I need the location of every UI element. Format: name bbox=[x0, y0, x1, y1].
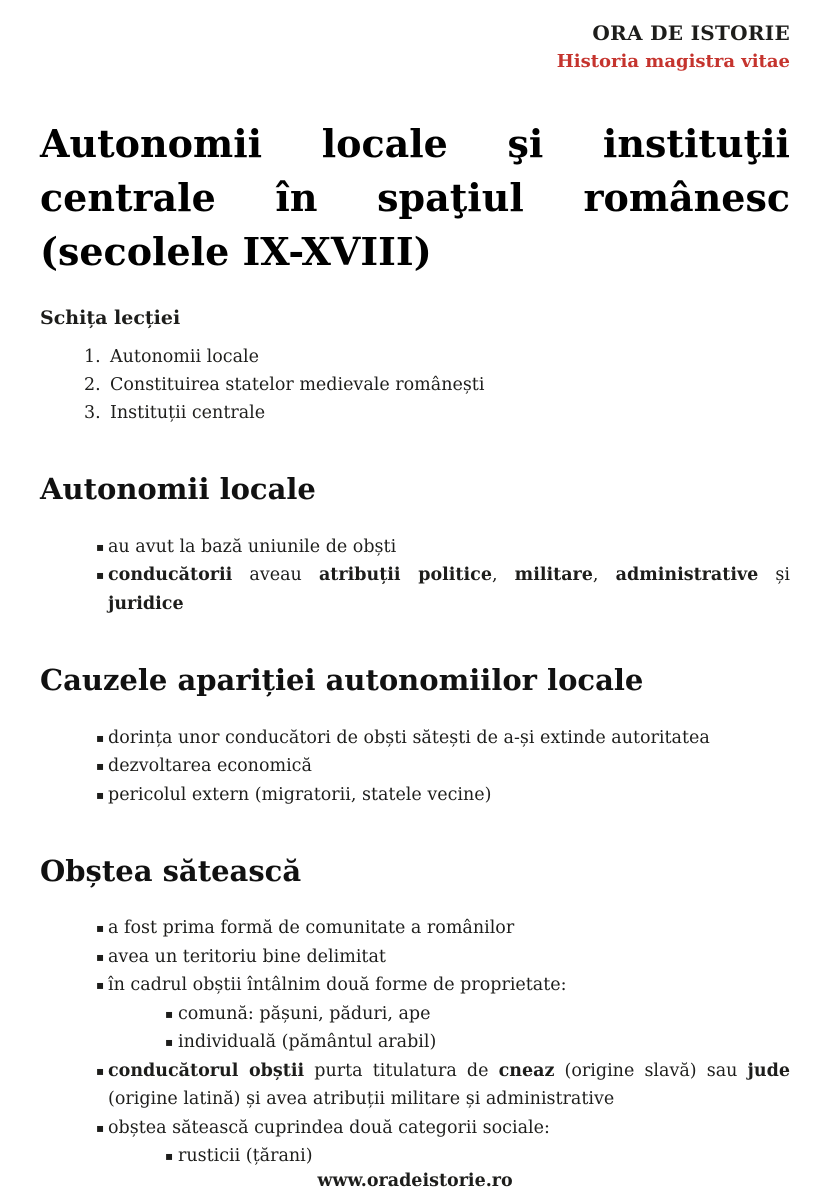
bullet-list bbox=[40, 914, 790, 1171]
list-item: ▪ în cadrul obștii întâlnim două forme de proprietate: bbox=[40, 971, 790, 1000]
page-header bbox=[40, 20, 790, 73]
list-item: ▪ comună: pășuni, păduri, ape bbox=[40, 1000, 790, 1029]
outline-heading: Schița lecției bbox=[40, 307, 181, 330]
lesson-outline bbox=[40, 279, 790, 427]
page-footer bbox=[40, 1171, 790, 1195]
list-item: ▪ avea un teritoriu bine delimitat bbox=[40, 943, 790, 972]
page-title-line: Autonomii locale şi instituţii bbox=[40, 121, 790, 167]
site-title: ORA DE ISTORIE bbox=[592, 21, 790, 45]
page-title-line: centrale în spaţiul românesc bbox=[40, 175, 790, 221]
bullet-list bbox=[40, 724, 790, 810]
site-url: www.oradeistorie.ro bbox=[317, 1170, 513, 1191]
list-item: ▪ dezvoltarea economică bbox=[40, 752, 790, 781]
section bbox=[40, 809, 790, 1171]
section-heading: Autonomii locale bbox=[40, 472, 316, 507]
section bbox=[40, 618, 790, 809]
site-tagline: Historia magistra vitae bbox=[556, 51, 790, 72]
outline-item: Constituirea statelor medievale românești bbox=[110, 375, 485, 396]
page-title-line: (secolele IX-XVIII) bbox=[40, 229, 432, 275]
outline-item: Instituții centrale bbox=[110, 403, 266, 424]
page-title bbox=[40, 117, 790, 279]
section-heading: Obștea sătească bbox=[40, 854, 302, 889]
list-item: ▪ dorința unor conducători de obști sătești de a-și extinde autoritatea bbox=[40, 724, 790, 753]
section-heading: Cauzele apariției autonomiilor locale bbox=[40, 663, 644, 698]
bullet-list bbox=[40, 533, 790, 619]
section bbox=[40, 427, 790, 618]
list-item: ▪ au avut la bază uniunile de obști bbox=[40, 533, 790, 562]
list-item: ▪ conducătorul obștii purta titulatura de cneaz (origine slavă) sau jude (origine latină) și avea atribuții militare și administrative bbox=[40, 1057, 790, 1114]
list-item: ▪ a fost prima formă de comunitate a românilor bbox=[40, 914, 790, 943]
list-item: ▪ obștea sătească cuprindea două categorii sociale: bbox=[40, 1114, 790, 1143]
outline-list bbox=[40, 343, 790, 427]
list-item: ▪ pericolul extern (migratorii, statele vecine) bbox=[40, 781, 790, 810]
list-item: ▪ conducătorii aveau atribuții politice, militare, administrative și juridice bbox=[40, 561, 790, 618]
list-item: ▪ rusticii (țărani) bbox=[40, 1142, 790, 1171]
list-item: ▪ individuală (pământul arabil) bbox=[40, 1028, 790, 1057]
outline-item: Autonomii locale bbox=[110, 347, 259, 368]
